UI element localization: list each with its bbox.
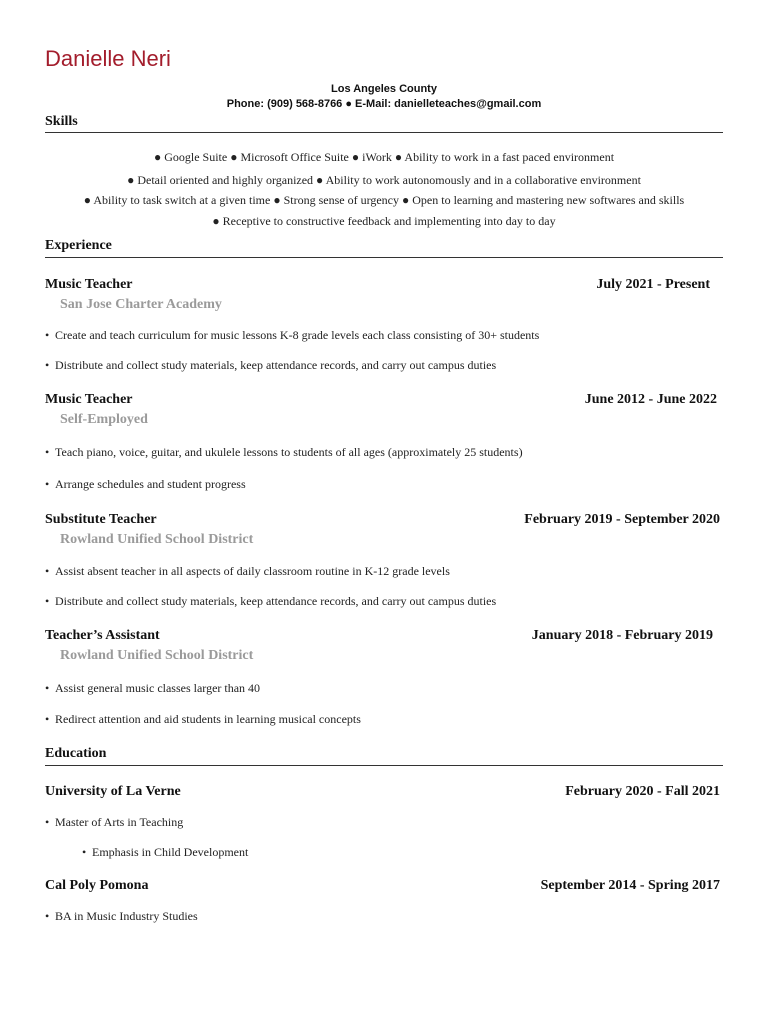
- location: Los Angeles County: [331, 83, 437, 95]
- education-bullet: • BA in Music Industry Studies: [45, 909, 198, 923]
- candidate-name: Danielle Neri: [45, 46, 171, 71]
- bullet-icon: •: [45, 328, 50, 342]
- job-bullet: • Teach piano, voice, guitar, and ukulele lessons to students of all ages (approximately 25 students): [45, 445, 523, 459]
- job-title: Teacher’s Assistant: [45, 628, 160, 643]
- bullet-icon: •: [45, 594, 50, 608]
- job-organization: San Jose Charter Academy: [60, 297, 222, 312]
- skills-line: ● Ability to task switch at a given time ● Strong sense of urgency ● Open to learning and mastering new softwares and skills: [83, 193, 685, 207]
- school-date: September 2014 - Spring 2017: [540, 878, 720, 893]
- skills-line: ● Google Suite ● Microsoft Office Suite ● iWork ● Ability to work in a fast paced environment: [153, 150, 615, 164]
- education-divider: [45, 765, 723, 766]
- job-bullet: • Assist general music classes larger than 40: [45, 681, 261, 695]
- skills-heading: Skills: [45, 114, 78, 129]
- bullet-icon: •: [45, 564, 50, 578]
- experience-heading: Experience: [45, 238, 112, 253]
- school-name: University of La Verne: [45, 784, 181, 799]
- bullet-icon: •: [82, 845, 87, 859]
- school-name: Cal Poly Pomona: [45, 878, 149, 893]
- bullet-icon: •: [45, 712, 50, 726]
- job-bullet: • Arrange schedules and student progress: [45, 477, 246, 491]
- job-date: July 2021 - Present: [596, 277, 710, 292]
- job-organization: Rowland Unified School District: [60, 648, 254, 663]
- job-date: June 2012 - June 2022: [584, 392, 717, 407]
- bullet-icon: •: [45, 909, 50, 923]
- job-title: Music Teacher: [45, 277, 133, 292]
- school-date: February 2020 - Fall 2021: [565, 784, 720, 799]
- skills-divider: [45, 132, 723, 133]
- bullet-icon: •: [45, 445, 50, 459]
- skills-line: ● Detail oriented and highly organized ● Ability to work autonomously and in a collaborative environment: [127, 173, 641, 187]
- job-title: Substitute Teacher: [45, 512, 157, 527]
- job-organization: Rowland Unified School District: [60, 532, 254, 547]
- contact-info: Phone: (909) 568-8766 ● E-Mail: danielleteaches@gmail.com: [226, 98, 542, 110]
- education-heading: Education: [45, 746, 107, 761]
- bullet-icon: •: [45, 477, 50, 491]
- job-organization: Self-Employed: [60, 412, 148, 427]
- job-date: January 2018 - February 2019: [531, 628, 713, 643]
- bullet-icon: •: [45, 815, 50, 829]
- bullet-icon: •: [45, 358, 50, 372]
- job-bullet: • Create and teach curriculum for music lessons K-8 grade levels each class consisting of 30+ students: [45, 328, 540, 342]
- skills-line: ● Receptive to constructive feedback and implementing into day to day: [212, 214, 556, 228]
- education-sub-bullet: • Emphasis in Child Development: [82, 845, 249, 859]
- experience-divider: [45, 257, 723, 258]
- job-date: February 2019 - September 2020: [524, 512, 720, 527]
- job-bullet: • Distribute and collect study materials, keep attendance records, and carry out campus duties: [45, 594, 497, 608]
- job-bullet: • Assist absent teacher in all aspects of daily classroom routine in K-12 grade levels: [45, 564, 450, 578]
- bullet-icon: •: [45, 681, 50, 695]
- job-title: Music Teacher: [45, 392, 133, 407]
- job-bullet: • Redirect attention and aid students in learning musical concepts: [45, 712, 361, 726]
- education-bullet: • Master of Arts in Teaching: [45, 815, 184, 829]
- job-bullet: • Distribute and collect study materials, keep attendance records, and carry out campus duties: [45, 358, 497, 372]
